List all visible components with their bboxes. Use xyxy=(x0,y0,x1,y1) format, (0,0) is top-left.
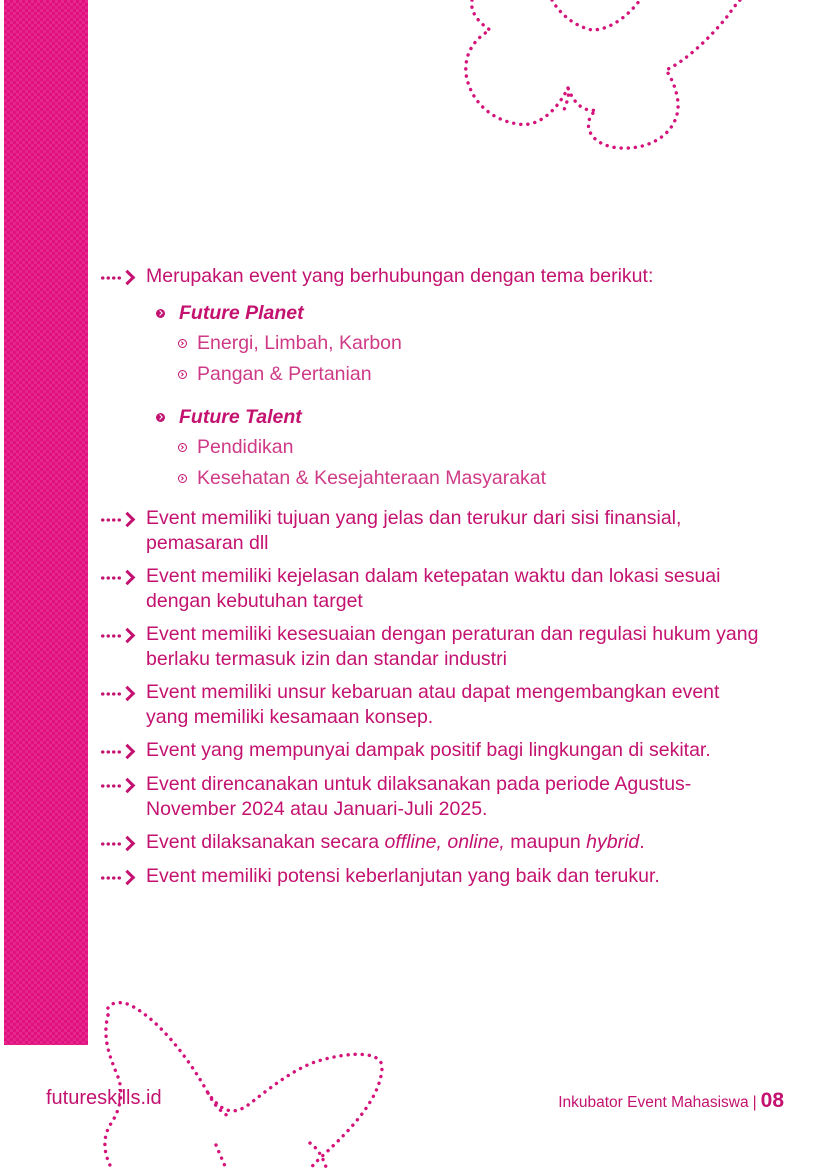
criteria-item xyxy=(100,772,760,822)
dotted-arrow-icon xyxy=(100,738,146,764)
page-number: 08 xyxy=(760,1089,784,1112)
footer-site-link[interactable]: futureskills.id xyxy=(46,1087,162,1109)
criteria-text: Event yang mempunyai dampak positif bagi lingkungan di sekitar. xyxy=(146,739,711,761)
criteria-item xyxy=(100,506,760,556)
criteria-item xyxy=(100,564,760,614)
criteria-text: Event dilaksanakan secara offline, online, maupun hybrid. xyxy=(146,831,645,853)
butterfly-outline-top xyxy=(440,0,760,160)
footer-separator: | xyxy=(752,1094,757,1111)
theme-subitem: Energi, Limbah, Karbon xyxy=(178,328,760,359)
criteria-text: Event direncanakan untuk dilaksanakan pada periode Agustus-November 2024 atau Januari-Juli 2025. xyxy=(146,773,692,820)
criteria-list xyxy=(100,264,760,898)
dotted-arrow-icon xyxy=(100,830,146,856)
criteria-item-format xyxy=(100,830,760,856)
criteria-text: Event memiliki kejelasan dalam ketepatan waktu dan lokasi sesuai dengan kebutuhan target xyxy=(146,565,721,612)
criteria-item xyxy=(100,738,760,764)
criteria-text: Event memiliki tujuan yang jelas dan terukur dari sisi finansial, pemasaran dll xyxy=(146,507,682,554)
dotted-arrow-icon xyxy=(100,564,146,590)
dotted-arrow-icon xyxy=(100,264,146,290)
theme-list xyxy=(100,298,760,494)
chevron-circle-outline-icon xyxy=(178,339,187,348)
dotted-arrow-icon xyxy=(100,864,146,890)
chevron-circle-outline-icon xyxy=(178,370,187,379)
footer-doc-title: Inkubator Event Mahasiswa xyxy=(558,1094,749,1111)
dotted-arrow-icon xyxy=(100,506,146,532)
criteria-item xyxy=(100,680,760,730)
butterfly-outline-bottom xyxy=(96,995,396,1169)
theme-future-planet: Future Planet xyxy=(156,298,760,328)
criteria-text: Event memiliki potensi keberlanjutan yang baik dan terukur. xyxy=(146,865,660,887)
criteria-text: Event memiliki unsur kebaruan atau dapat mengembangkan event yang memiliki kesamaan konsep. xyxy=(146,681,720,728)
decorative-side-strip xyxy=(4,0,88,1045)
footer-page-info xyxy=(558,1089,784,1113)
chevron-circle-icon xyxy=(156,309,165,318)
criteria-text: Merupakan event yang berhubungan dengan tema berikut: xyxy=(146,265,654,287)
dotted-arrow-icon xyxy=(100,680,146,706)
chevron-circle-outline-icon xyxy=(178,443,187,452)
criteria-item xyxy=(100,864,760,890)
theme-subitem: Pendidikan xyxy=(178,432,760,463)
criteria-item-theme xyxy=(100,264,760,290)
theme-future-talent: Future Talent xyxy=(156,402,760,432)
dotted-arrow-icon xyxy=(100,772,146,798)
chevron-circle-icon xyxy=(156,413,165,422)
dotted-arrow-icon xyxy=(100,622,146,648)
criteria-item xyxy=(100,622,760,672)
criteria-text: Event memiliki kesesuaian dengan peraturan dan regulasi hukum yang berlaku termasuk izin dan standar industri xyxy=(146,623,759,670)
theme-subitem: Kesehatan & Kesejahteraan Masyarakat xyxy=(178,463,760,494)
theme-subitem: Pangan & Pertanian xyxy=(178,359,760,390)
chevron-circle-outline-icon xyxy=(178,474,187,483)
